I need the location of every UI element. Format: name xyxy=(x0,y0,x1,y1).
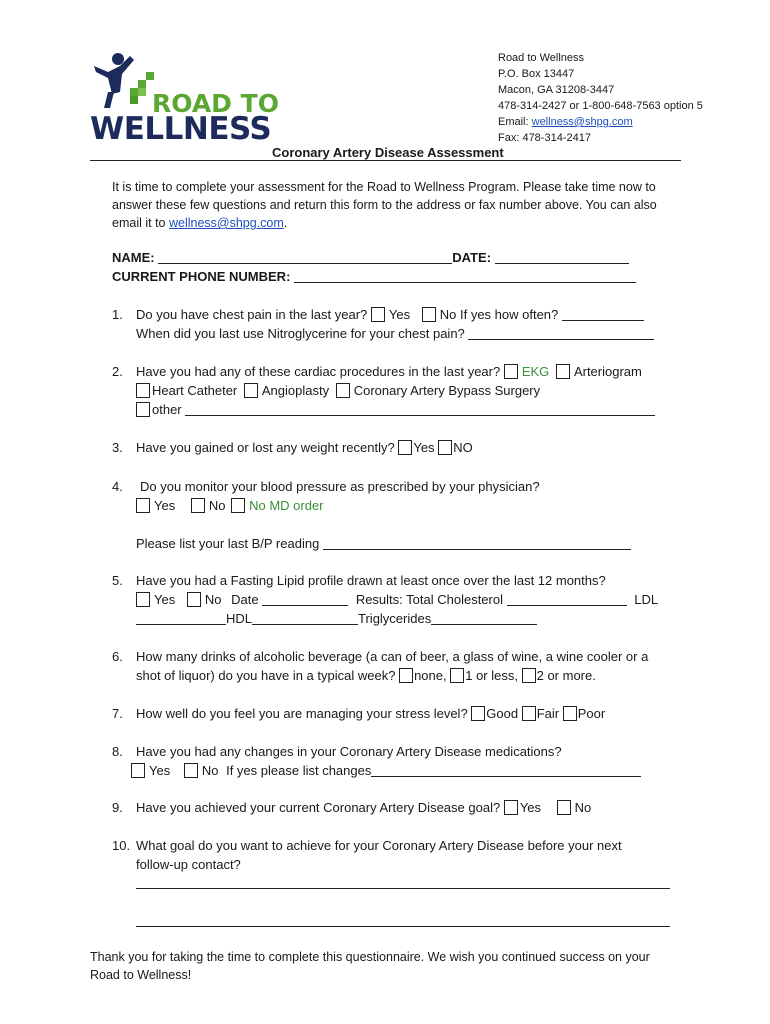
q10-answer-line-2[interactable] xyxy=(136,926,670,927)
q1-no-checkbox[interactable] xyxy=(422,307,436,322)
q5-cholesterol-field[interactable] xyxy=(507,592,627,606)
q7-fair-checkbox[interactable] xyxy=(522,706,536,721)
q6-number: 6. xyxy=(112,649,123,664)
q4-yes-checkbox[interactable] xyxy=(136,498,150,513)
q9-yes-checkbox[interactable] xyxy=(504,800,518,815)
q4-no-checkbox[interactable] xyxy=(191,498,205,513)
date-field[interactable] xyxy=(495,250,629,264)
q4-row: Do you monitor your blood pressure as prescribed by your physician? xyxy=(140,479,540,494)
q10-number: 10. xyxy=(112,838,131,853)
q8-number: 8. xyxy=(112,744,123,759)
q5-row: Have you had a Fasting Lipid profile drawn at least once over the last 12 months? xyxy=(136,573,606,588)
intro-text: It is time to complete your assessment for the Road to Wellness Program. Please take time now to answer these few questions and return this form to the address or fax number above. You can also email it to wellness@shpg.com. xyxy=(112,180,657,230)
phone-row: CURRENT PHONE NUMBER: xyxy=(112,267,636,286)
q2-cath-checkbox[interactable] xyxy=(136,383,150,398)
q1-number: 1. xyxy=(112,307,123,322)
contact-city: Macon, GA 31208-3447 xyxy=(498,84,615,96)
name-label: NAME xyxy=(112,250,151,265)
q5-row3: HDL Triglycerides xyxy=(136,609,537,628)
q6-row: How many drinks of alcoholic beverage (a can of beer, a glass of wine, a wine cooler or a xyxy=(136,649,649,664)
q5-date-field[interactable] xyxy=(262,592,348,606)
q8-changes-field[interactable] xyxy=(371,763,641,777)
contact-phone: 478-314-2427 or 1-800-648-7563 option 5 xyxy=(498,100,703,112)
q8-row: Have you had any changes in your Coronary Artery Disease medications? xyxy=(136,744,562,759)
q2-other-checkbox[interactable] xyxy=(136,402,150,417)
title-rule xyxy=(90,160,681,161)
q4-row2: Yes No No MD order xyxy=(136,496,324,515)
q7-row: How well do you feel you are managing your stress level? Good Fair Poor xyxy=(136,706,606,721)
logo-wellness: WELLNESS xyxy=(90,111,272,147)
name-field[interactable] xyxy=(158,250,452,264)
q5-trig-field[interactable] xyxy=(431,611,537,625)
q2-other-field[interactable] xyxy=(185,402,655,416)
q1-row: Do you have chest pain in the last year? Yes No If yes how often? xyxy=(136,305,644,324)
q5-row2: Yes No Date Results: Total Cholesterol LDL xyxy=(136,590,658,609)
q2-number: 2. xyxy=(112,364,123,379)
date-label: DATE xyxy=(452,250,487,265)
q4-row3: Please list your last B/P reading xyxy=(136,534,631,553)
q1-yes-checkbox[interactable] xyxy=(371,307,385,322)
q5-yes-checkbox[interactable] xyxy=(136,592,150,607)
contact-org: Road to Wellness xyxy=(498,52,585,64)
q7-good-checkbox[interactable] xyxy=(471,706,485,721)
name-row: NAME: DATE: xyxy=(112,248,629,267)
q8-no-checkbox[interactable] xyxy=(184,763,198,778)
q4-number: 4. xyxy=(112,479,123,494)
contact-box: P.O. Box 13447 xyxy=(498,68,575,80)
q3-number: 3. xyxy=(112,440,123,455)
q8-yes-checkbox[interactable] xyxy=(131,763,145,778)
q1-often-field[interactable] xyxy=(562,307,644,321)
q5-number: 5. xyxy=(112,573,123,588)
q2-row3: other xyxy=(136,400,655,419)
q7-number: 7. xyxy=(112,706,123,721)
q6-row2: shot of liquor) do you have in a typical week? none, 1 or less, 2 or more. xyxy=(136,668,596,683)
q4-nomd-checkbox[interactable] xyxy=(231,498,245,513)
q2-angio-checkbox[interactable] xyxy=(244,383,258,398)
q3-no-checkbox[interactable] xyxy=(438,440,452,455)
contact-fax: Fax: 478-314-2417 xyxy=(498,132,591,144)
contact-email-row: Email: wellness@shpg.com xyxy=(498,116,633,128)
logo-road-to: ROAD TO xyxy=(152,89,279,118)
q10-row2: follow-up contact? xyxy=(136,857,241,872)
q10-row: What goal do you want to achieve for your Coronary Artery Disease before your next xyxy=(136,838,622,853)
q3-row: Have you gained or lost any weight recently? Yes NO xyxy=(136,440,473,455)
q2-row: Have you had any of these cardiac procedures in the last year? EKG Arteriogram xyxy=(136,364,642,379)
q10-answer-line-1[interactable] xyxy=(136,888,670,889)
q9-number: 9. xyxy=(112,800,123,815)
q8-row2: Yes No If yes please list changes xyxy=(131,761,641,780)
q2-row2: Heart Catheter Angioplasty Coronary Artery Bypass Surgery xyxy=(136,381,540,400)
q6-none-checkbox[interactable] xyxy=(399,668,413,683)
q4-bp-field[interactable] xyxy=(323,536,631,550)
phone-label: CURRENT PHONE NUMBER xyxy=(112,269,287,284)
q2-arteriogram-checkbox[interactable] xyxy=(556,364,570,379)
q7-poor-checkbox[interactable] xyxy=(563,706,577,721)
q6-two-checkbox[interactable] xyxy=(522,668,536,683)
footer-text: Thank you for taking the time to complete this questionnaire. We wish you continued success on your Road to Wellness! xyxy=(90,950,650,982)
phone-field[interactable] xyxy=(294,269,636,283)
q9-no-checkbox[interactable] xyxy=(557,800,571,815)
q3-yes-checkbox[interactable] xyxy=(398,440,412,455)
contact-block xyxy=(498,50,703,146)
q5-hdl-field[interactable] xyxy=(252,611,358,625)
logo xyxy=(90,52,280,147)
q1-row2: When did you last use Nitroglycerine for your chest pain? xyxy=(136,324,654,343)
q5-no-checkbox[interactable] xyxy=(187,592,201,607)
q2-ekg-checkbox[interactable] xyxy=(504,364,518,379)
page-title: Coronary Artery Disease Assessment xyxy=(272,145,504,160)
contact-email-link[interactable]: wellness@shpg.com xyxy=(531,116,633,128)
q9-row: Have you achieved your current Coronary Artery Disease goal? Yes No xyxy=(136,800,592,815)
intro-email-link[interactable]: wellness@shpg.com xyxy=(168,216,284,230)
q6-one-checkbox[interactable] xyxy=(450,668,464,683)
q5-ldl-field[interactable] xyxy=(136,611,226,625)
q2-bypass-checkbox[interactable] xyxy=(336,383,350,398)
q1-nitro-field[interactable] xyxy=(468,326,654,340)
